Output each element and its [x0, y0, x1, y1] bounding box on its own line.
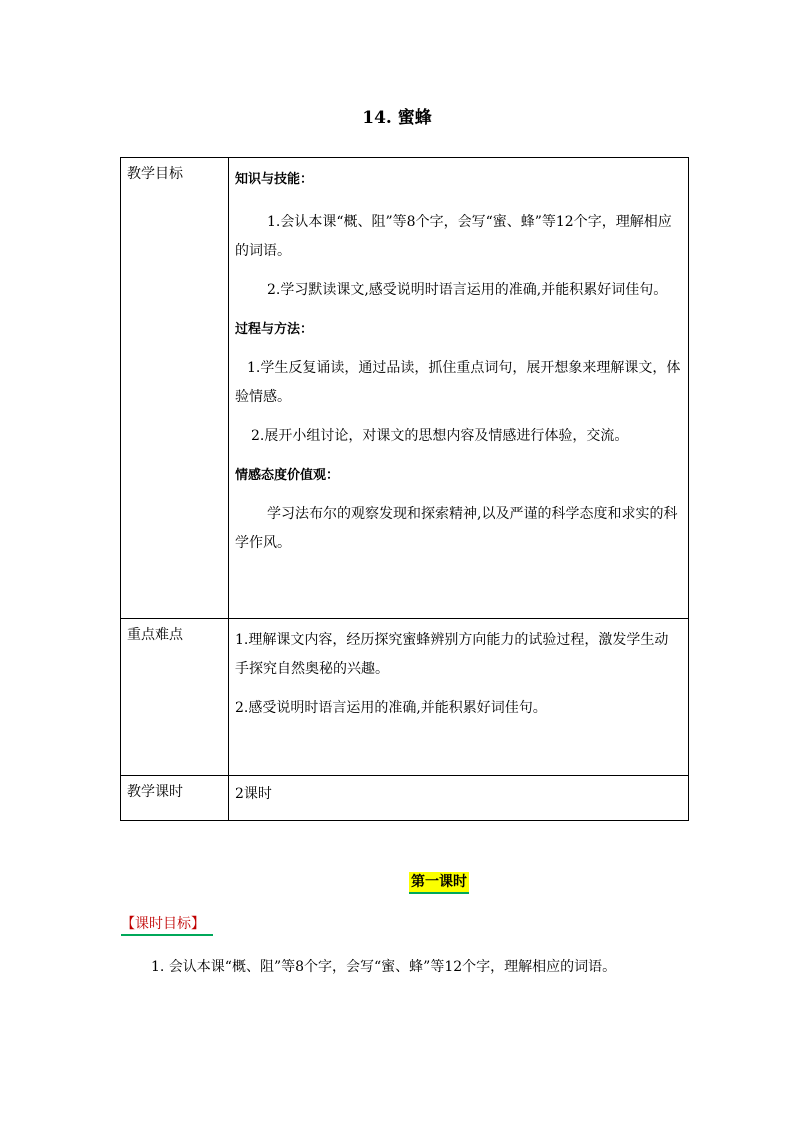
hours-value: 2课时 — [229, 776, 689, 821]
hours-label: 教学课时 — [121, 776, 229, 821]
key-points-content — [229, 619, 689, 776]
process-heading: 过程与方法： — [235, 322, 314, 337]
table-row-hours — [121, 776, 689, 821]
table-row-goals — [121, 158, 689, 619]
table-row-key-points — [121, 619, 689, 776]
knowledge-item-2: 2.学习默读课文,感受说明时语言运用的准确,并能积累好词佳句。 — [267, 282, 668, 298]
objective-item-1-text: 1. 会认本课“概、阻”等8个字，会写“蜜、蜂”等12个字，理解相应的词语。 — [151, 959, 617, 975]
objective-item-1 — [121, 953, 681, 982]
knowledge-heading: 知识与技能： — [235, 172, 314, 187]
section-heading: 第一课时 — [409, 872, 469, 894]
process-item-1: 1.学生反复诵读，通过品读，抓住重点词句，展开想象来理解课文，体验情感。 — [235, 360, 681, 405]
document-title: 14. 蜜蜂 — [362, 108, 432, 128]
objective-heading: 【课时目标】 — [121, 914, 213, 936]
key-points-label: 重点难点 — [121, 619, 229, 776]
goals-content — [229, 158, 689, 619]
knowledge-item-1: 1.会认本课“概、阻”等8个字，会写“蜜、蜂”等12个字，理解相应的词语。 — [235, 214, 672, 259]
key-point-2: 2.感受说明时语言运用的准确,并能积累好词佳句。 — [235, 700, 547, 716]
lesson-plan-table — [120, 157, 689, 821]
key-point-1: 1.理解课文内容，经历探究蜜蜂辨别方向能力的试验过程，激发学生动手探究自然奥秘的兴趣。 — [235, 632, 669, 677]
emotion-item-1: 学习法布尔的观察发现和探索精神,以及严谨的科学态度和求实的科学作风。 — [235, 506, 678, 551]
emotion-heading: 情感态度价值观： — [235, 468, 340, 483]
process-item-2: 2.展开小组讨论，对课文的思想内容及情感进行体验，交流。 — [251, 428, 629, 444]
goals-label: 教学目标 — [121, 158, 229, 619]
